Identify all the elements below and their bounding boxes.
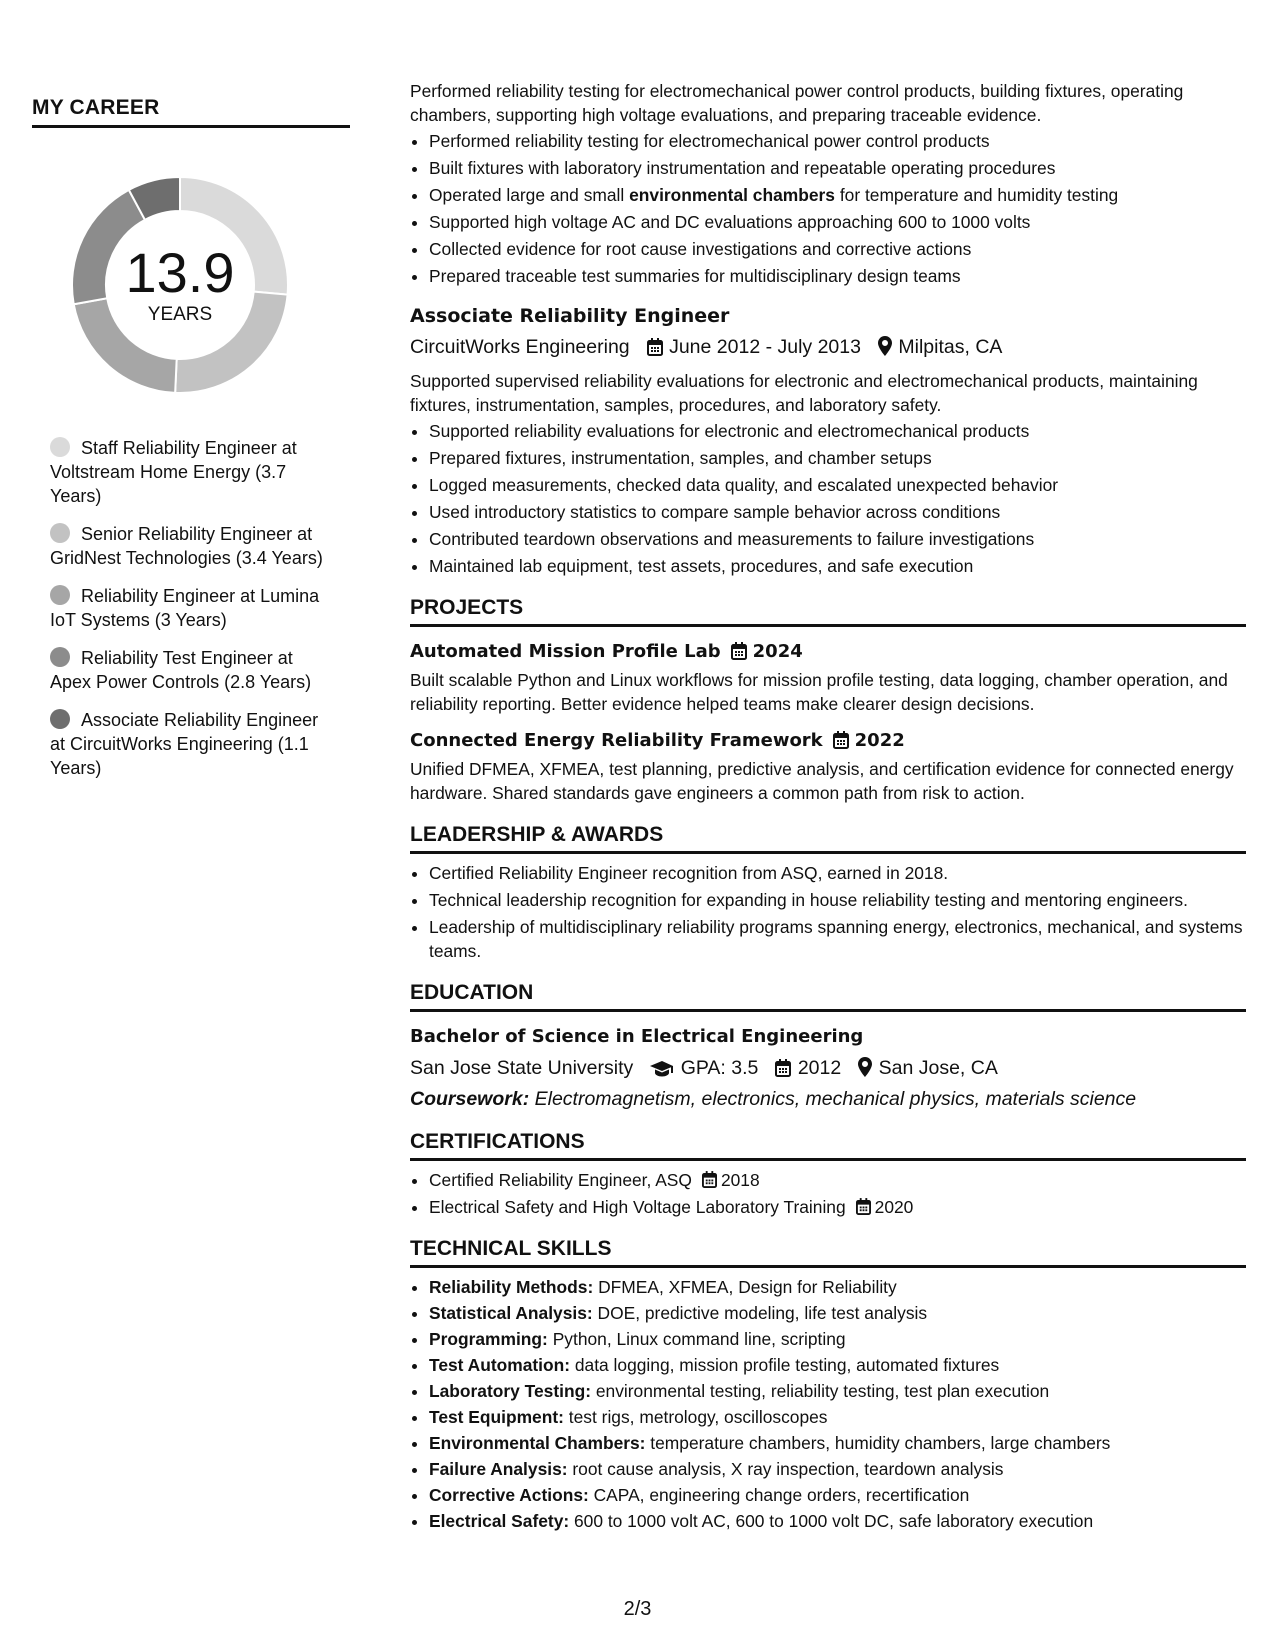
section-title-skills: TECHNICAL SKILLS <box>410 1236 1246 1268</box>
career-legend <box>50 436 335 780</box>
skill-label: Reliability Methods: <box>429 1277 594 1297</box>
bullet-text: for temperature and humidity testing <box>834 185 1119 205</box>
list-item <box>429 1457 1246 1481</box>
list-item: • Prepared traceable test summaries for multidisciplinary design teams <box>429 264 1246 288</box>
skill-label: Electrical Safety: <box>429 1511 570 1531</box>
cert-name: Electrical Safety and High Voltage Laboratory Training <box>429 1197 846 1217</box>
skill-label: Laboratory Testing: <box>429 1381 592 1401</box>
project-title <box>410 728 1246 754</box>
list-item: • Technical leadership recognition for expanding in house reliability testing and mentoring engineers. <box>429 888 1246 912</box>
list-item: • Used introductory statistics to compare sample behavior across conditions <box>429 500 1246 524</box>
skills-list <box>410 1275 1246 1533</box>
skill-value: CAPA, engineering change orders, recertification <box>588 1485 970 1505</box>
legend-label: Reliability Engineer at Lumina IoT Systems (3 Years) <box>50 586 320 630</box>
list-item <box>429 183 1246 207</box>
list-item <box>429 1483 1246 1507</box>
list-item: • Built fixtures with laboratory instrumentation and repeatable operating procedures <box>429 156 1246 180</box>
list-item <box>429 1327 1246 1351</box>
list-item <box>429 1431 1246 1455</box>
list-item <box>429 1301 1246 1325</box>
job-description: Supported supervised reliability evaluations for electronic and electromechanical products, maintaining fixtures, instrumentation, samples, procedures, and laboratory safety. <box>410 371 1198 415</box>
legend-label: Associate Reliability Engineer at CircuitWorks Engineering (1.1 Years) <box>50 710 319 778</box>
list-item: • Certified Reliability Engineer recognition from ASQ, earned in 2018. <box>429 861 1246 885</box>
job-dates: June 2012 - July 2013 <box>669 336 861 358</box>
project-description: Built scalable Python and Linux workflows for mission profile testing, data logging, chamber operation, and reliability reporting. Better evidence helped teams make clearer design decisions. <box>410 670 1228 714</box>
job-title: Associate Reliability Engineer <box>410 305 730 327</box>
skill-value: test rigs, metrology, oscilloscopes <box>563 1407 828 1427</box>
legend-item <box>50 436 335 508</box>
skill-value: environmental testing, reliability testing, test plan execution <box>591 1381 1050 1401</box>
school-location: San Jose, CA <box>878 1057 998 1079</box>
cert-year: 2018 <box>720 1170 760 1190</box>
graduation-year: 2012 <box>797 1057 842 1079</box>
list-item <box>429 1353 1246 1377</box>
list-item: • Supported reliability evaluations for electronic and electromechanical products <box>429 419 1246 443</box>
degree-title: Bachelor of Science in Electrical Engineering <box>410 1026 864 1047</box>
skill-label: Environmental Chambers: <box>429 1433 646 1453</box>
section-title-education: EDUCATION <box>410 980 1246 1012</box>
calendar-icon <box>775 1059 791 1077</box>
total-years-value: 13.9 <box>125 241 235 304</box>
job-bullets <box>410 129 1246 288</box>
project-title <box>410 639 1246 665</box>
job-location: Milpitas, CA <box>898 336 1003 358</box>
section-title-projects: PROJECTS <box>410 595 1246 627</box>
job-bullets <box>410 419 1246 578</box>
company-name: CircuitWorks Engineering <box>410 336 630 358</box>
map-pin-icon <box>878 336 892 356</box>
job-meta <box>410 334 1246 360</box>
project-name: Connected Energy Reliability Framework <box>410 730 823 751</box>
career-donut-chart <box>67 172 293 398</box>
calendar-icon <box>647 338 663 356</box>
skill-value: DOE, predictive modeling, life test analysis <box>592 1303 928 1323</box>
list-item <box>429 1379 1246 1403</box>
skill-value: DFMEA, XFMEA, Design for Reliability <box>593 1277 897 1297</box>
legend-swatch <box>50 585 70 605</box>
calendar-icon <box>833 731 849 749</box>
list-item: • Supported high voltage AC and DC evaluations approaching 600 to 1000 volts <box>429 210 1246 234</box>
graduation-cap-icon <box>650 1061 674 1077</box>
legend-swatch <box>50 709 70 729</box>
cert-name: Certified Reliability Engineer, ASQ <box>429 1170 692 1190</box>
section-title-certifications: CERTIFICATIONS <box>410 1129 1246 1161</box>
bullet-emphasis: environmental chambers <box>629 185 835 205</box>
skill-value: 600 to 1000 volt AC, 600 to 1000 volt DC, safe laboratory execution <box>569 1511 1094 1531</box>
map-pin-icon <box>858 1057 872 1077</box>
job-description: Performed reliability testing for electromechanical power control products, building fixtures, operating chambers, supporting high voltage evaluations, and preparing traceable evidence. <box>410 81 1184 125</box>
legend-label: Reliability Test Engineer at Apex Power Controls (2.8 Years) <box>50 648 312 692</box>
legend-swatch <box>50 437 70 457</box>
project-name: Automated Mission Profile Lab <box>410 641 721 662</box>
legend-item <box>50 708 335 780</box>
cert-year: 2020 <box>874 1197 914 1217</box>
calendar-icon <box>702 1171 717 1188</box>
coursework-label: Coursework: <box>410 1088 530 1110</box>
legend-label: Senior Reliability Engineer at GridNest Technologies (3.4 Years) <box>50 524 323 568</box>
legend-label: Staff Reliability Engineer at Voltstream Home Energy (3.7 Years) <box>50 438 297 506</box>
legend-swatch <box>50 523 70 543</box>
list-item <box>429 1195 1246 1219</box>
page-number: 2/3 <box>623 1598 652 1620</box>
list-item <box>429 1168 1246 1192</box>
skill-label: Corrective Actions: <box>429 1485 589 1505</box>
bullet-text: Operated large and small <box>429 185 630 205</box>
section-title-leadership: LEADERSHIP & AWARDS <box>410 822 1246 854</box>
list-item <box>429 1405 1246 1429</box>
main-content <box>410 79 1246 1535</box>
legend-item <box>50 522 335 570</box>
calendar-icon <box>731 642 747 660</box>
list-item: • Collected evidence for root cause investigations and corrective actions <box>429 237 1246 261</box>
skill-value: Python, Linux command line, scripting <box>547 1329 846 1349</box>
skill-label: Test Equipment: <box>429 1407 564 1427</box>
skill-label: Programming: <box>429 1329 548 1349</box>
project-year: 2022 <box>854 730 905 751</box>
list-item: • Logged measurements, checked data quality, and escalated unexpected behavior <box>429 473 1246 497</box>
list-item: • Maintained lab equipment, test assets, procedures, and safe execution <box>429 554 1246 578</box>
list-item <box>429 1275 1246 1299</box>
school-name: San Jose State University <box>410 1057 634 1079</box>
leadership-list <box>410 861 1246 963</box>
skill-value: root cause analysis, X ray inspection, teardown analysis <box>567 1459 1004 1479</box>
legend-item <box>50 584 335 632</box>
list-item <box>429 1509 1246 1533</box>
coursework <box>410 1086 1246 1112</box>
list-item: • Prepared fixtures, instrumentation, samples, and chamber setups <box>429 446 1246 470</box>
project-year: 2024 <box>752 641 803 662</box>
education-meta <box>410 1055 1246 1081</box>
legend-swatch <box>50 647 70 667</box>
project-description: Unified DFMEA, XFMEA, test planning, predictive analysis, and certification evidence for connected energy hardware. Shared standards gave engineers a common path from risk to action. <box>410 759 1234 803</box>
coursework-text: Electromagnetism, electronics, mechanical physics, materials science <box>529 1088 1137 1110</box>
calendar-icon <box>856 1198 871 1215</box>
list-item: • Contributed teardown observations and measurements to failure investigations <box>429 527 1246 551</box>
list-item: • Leadership of multidisciplinary reliability programs spanning energy, electronics, mechanical, and systems teams. <box>429 915 1246 963</box>
skill-label: Failure Analysis: <box>429 1459 568 1479</box>
skill-value: temperature chambers, humidity chambers, large chambers <box>645 1433 1111 1453</box>
sidebar-title: MY CAREER <box>32 96 350 128</box>
skill-label: Statistical Analysis: <box>429 1303 593 1323</box>
total-years-label: YEARS <box>147 304 213 325</box>
gpa: GPA: 3.5 <box>680 1057 759 1079</box>
skill-value: data logging, mission profile testing, automated fixtures <box>570 1355 1000 1375</box>
donut-center <box>67 172 293 398</box>
sidebar <box>32 96 350 794</box>
list-item: • Performed reliability testing for electromechanical power control products <box>429 129 1246 153</box>
legend-item <box>50 646 335 694</box>
certifications-list <box>410 1168 1246 1219</box>
skill-label: Test Automation: <box>429 1355 571 1375</box>
